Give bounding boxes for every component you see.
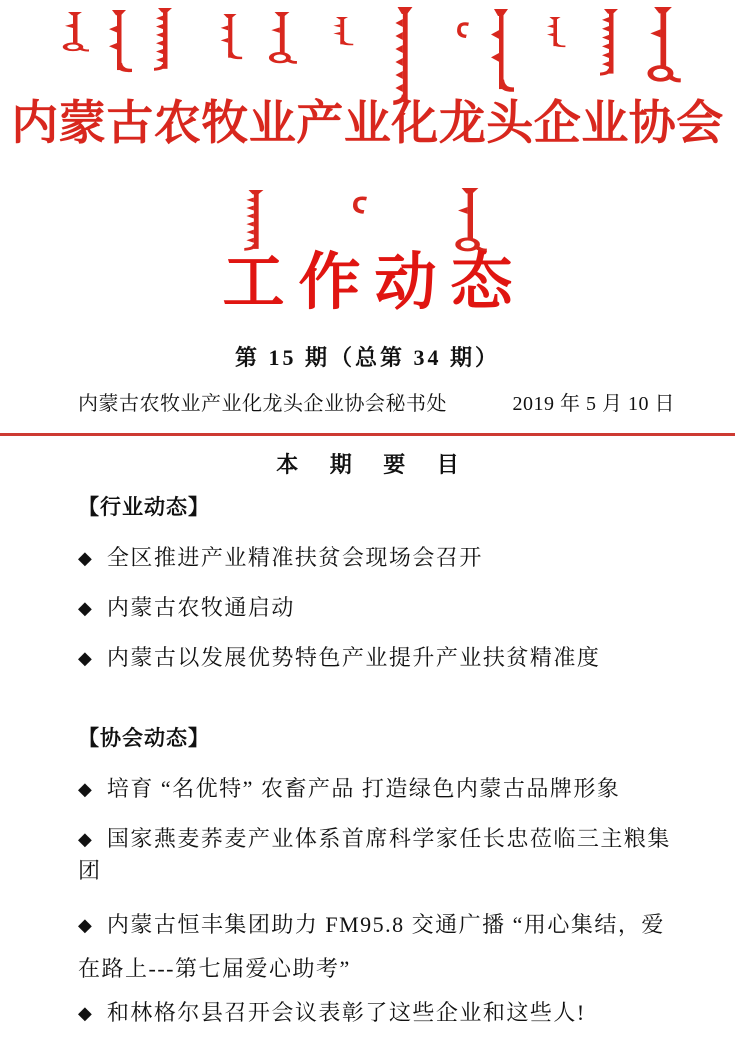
organization-title: 内蒙古农牧业产业化龙头企业协会	[11, 98, 724, 150]
toc-item	[78, 593, 678, 625]
toc-item-text: 内蒙古农牧通启动	[106, 595, 295, 620]
toc-item-text: 国家燕麦荞麦产业体系首席科学家任长忠莅临三主粮集团	[78, 826, 671, 883]
toc-item-text: 内蒙古恒丰集团助力 FM95.8 交通广播 “用心集结，爱在路上---第七届爱心助考”	[78, 912, 665, 981]
toc-item	[78, 543, 678, 575]
mongolian-script-word-icon	[104, 10, 134, 76]
mongolian-script-word-icon	[266, 12, 298, 67]
mongolian-script-word-icon	[486, 9, 516, 97]
bulletin-title: 工作动态	[222, 249, 527, 317]
toc-item	[78, 774, 678, 806]
mongolian-script-word-icon	[347, 194, 373, 216]
mongolian-script-word-icon	[596, 9, 626, 77]
toc-title: 本 期 要 目	[276, 452, 472, 477]
mongolian-script-word-icon	[150, 8, 180, 72]
diamond-bullet-icon: ◆	[78, 779, 92, 800]
mongolian-script-word-icon	[329, 17, 355, 47]
toc-item-text: 全区推进产业精准扶贫会现场会召开	[106, 545, 483, 570]
mongolian-script-word-icon	[60, 12, 90, 54]
publisher-row	[78, 390, 675, 418]
diamond-bullet-icon: ◆	[78, 598, 92, 619]
diamond-bullet-icon: ◆	[78, 829, 92, 850]
publisher-name: 内蒙古农牧业产业化龙头企业协会秘书处	[78, 393, 447, 415]
diamond-bullet-icon: ◆	[78, 648, 92, 669]
diamond-bullet-icon: ◆	[78, 915, 92, 936]
toc-body	[78, 494, 678, 1048]
diamond-bullet-icon: ◆	[78, 1003, 92, 1024]
toc-item-text: 培育 “名优特” 农畜产品 打造绿色内蒙古品牌形象	[106, 776, 621, 801]
issue-number: 第 15 期（总第 34 期）	[234, 345, 500, 370]
diamond-bullet-icon: ◆	[78, 548, 92, 569]
toc-item-text: 和林格尔县召开会议表彰了这些企业和这些人!	[106, 1000, 586, 1025]
toc-item	[78, 904, 678, 990]
mongolian-script-word-icon	[240, 190, 272, 252]
mongolian-script-word-icon	[644, 7, 682, 87]
red-divider-rule	[0, 433, 735, 436]
toc-list-industry	[78, 543, 678, 675]
toc-item	[78, 998, 678, 1030]
toc-item	[78, 824, 678, 886]
mongolian-script-word-icon	[543, 17, 567, 49]
toc-list-association	[78, 774, 678, 1030]
section-heading-association: 【协会动态】	[78, 727, 210, 750]
mongolian-script-word-icon	[452, 20, 474, 40]
toc-item	[78, 643, 678, 675]
toc-item-text: 内蒙古以发展优势特色产业提升产业扶贫精准度	[106, 645, 601, 670]
section-heading-industry: 【行业动态】	[78, 496, 210, 519]
publish-date: 2019 年 5 月 10 日	[512, 393, 675, 415]
mongolian-script-word-icon	[216, 14, 244, 62]
